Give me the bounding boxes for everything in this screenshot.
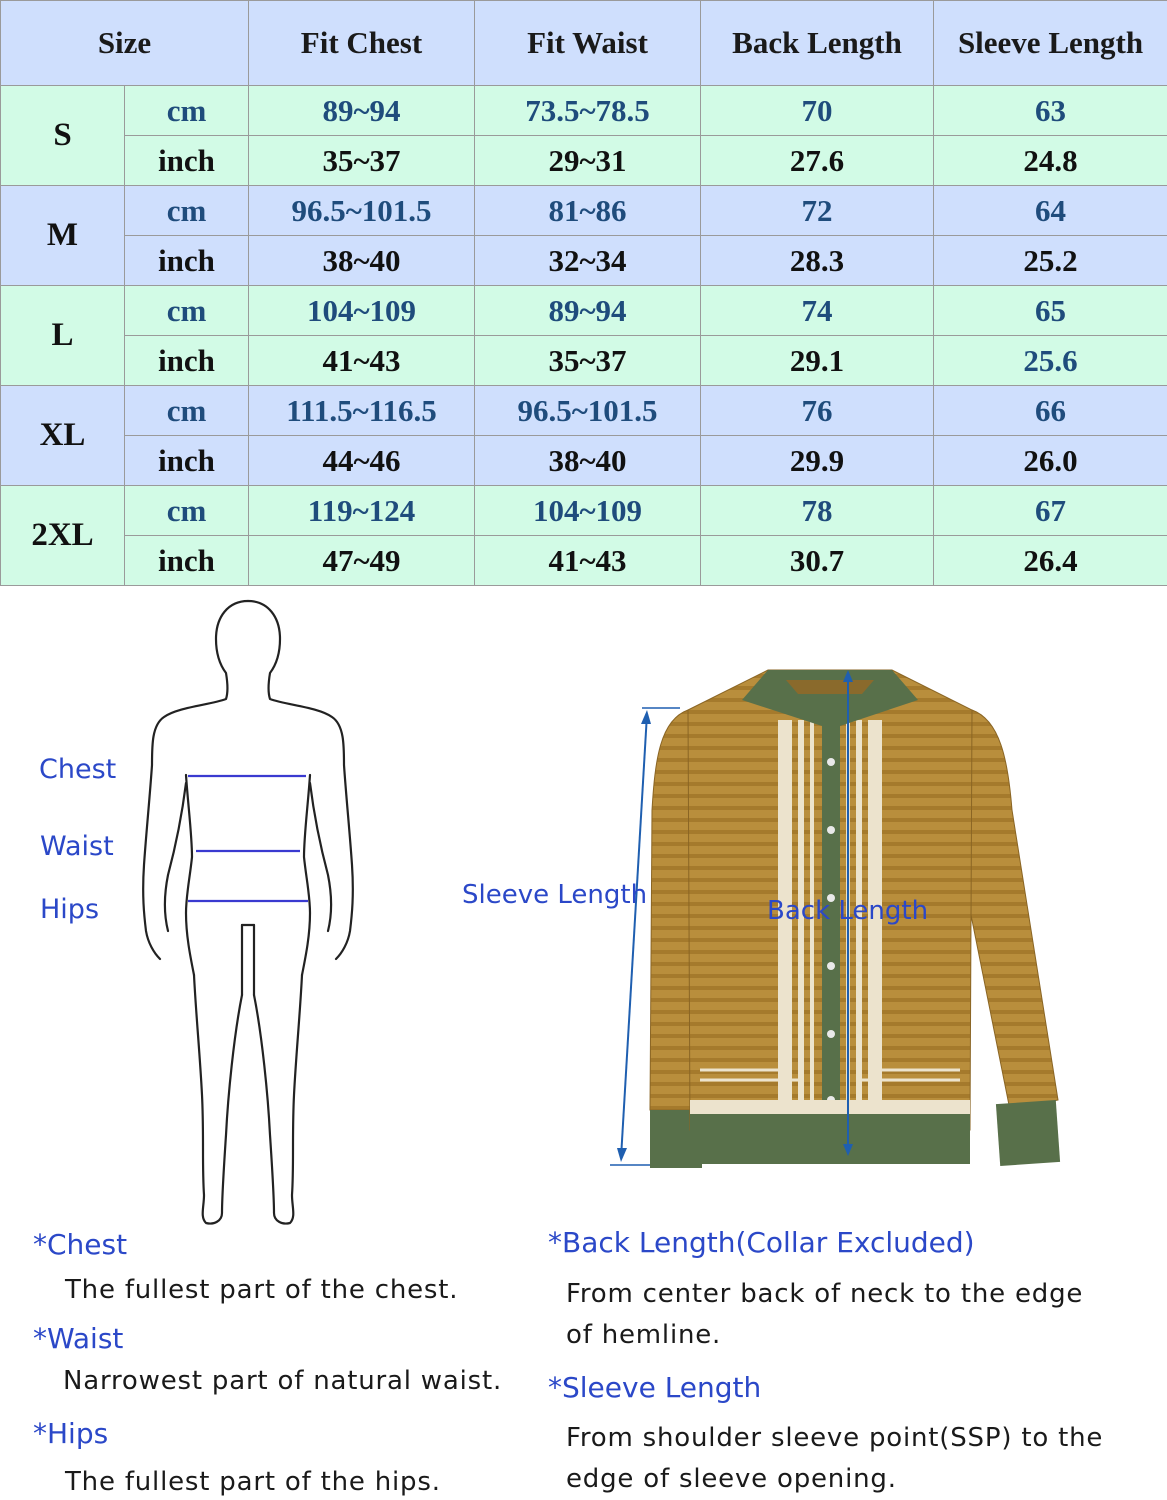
- table-row: [1, 236, 1167, 286]
- unit-label: inch: [125, 136, 249, 186]
- header-fit-waist: Fit Waist: [475, 1, 701, 86]
- table-cell: 65: [934, 286, 1167, 336]
- hem-band: [690, 1114, 970, 1164]
- table-cell: 29.1: [701, 336, 934, 386]
- size-label: 2XL: [1, 486, 125, 586]
- table-cell: 29~31: [475, 136, 701, 186]
- note-back-length-text-1: From center back of neck to the edge: [566, 1279, 1084, 1309]
- header-sleeve-length: Sleeve Length: [934, 1, 1167, 86]
- size-label: M: [1, 186, 125, 286]
- unit-label: cm: [125, 386, 249, 436]
- table-cell: 25.2: [934, 236, 1167, 286]
- note-sleeve-length-title: *Sleeve Length: [548, 1371, 762, 1404]
- body-outline-figure: [130, 595, 370, 1235]
- unit-label: cm: [125, 186, 249, 236]
- body-right-outline: [248, 601, 353, 959]
- table-cell: 26.0: [934, 436, 1167, 486]
- note-hips-text: The fullest part of the hips.: [65, 1467, 441, 1497]
- hips-label: Hips: [40, 894, 100, 925]
- unit-label: cm: [125, 286, 249, 336]
- table-cell: 38~40: [249, 236, 475, 286]
- note-sleeve-length-text-1: From shoulder sleeve point(SSP) to the: [566, 1423, 1104, 1453]
- unit-label: inch: [125, 336, 249, 386]
- table-cell: 96.5~101.5: [249, 186, 475, 236]
- table-cell: 32~34: [475, 236, 701, 286]
- note-waist-text: Narrowest part of natural waist.: [63, 1366, 503, 1396]
- table-row: [1, 286, 1167, 336]
- table-cell: 38~40: [475, 436, 701, 486]
- table-cell: 41~43: [249, 336, 475, 386]
- table-row: [1, 86, 1167, 136]
- table-row: [1, 336, 1167, 386]
- table-cell: 74: [701, 286, 934, 336]
- note-sleeve-length-text-2: edge of sleeve opening.: [566, 1464, 897, 1494]
- table-cell: 67: [934, 486, 1167, 536]
- table-row: [1, 136, 1167, 186]
- sleeve-length-label: Sleeve Length: [462, 880, 648, 910]
- table-row: [1, 536, 1167, 586]
- chest-label: Chest: [39, 754, 117, 785]
- table-cell: 66: [934, 386, 1167, 436]
- table-cell: 25.6: [934, 336, 1167, 386]
- waist-label: Waist: [40, 831, 114, 862]
- table-cell: 63: [934, 86, 1167, 136]
- note-back-length-text-2: of hemline.: [566, 1320, 722, 1350]
- back-length-label: Back Length: [767, 896, 929, 926]
- note-waist-title: *Waist: [33, 1322, 124, 1355]
- table-cell: 35~37: [475, 336, 701, 386]
- table-cell: 104~109: [475, 486, 701, 536]
- note-chest-title: *Chest: [33, 1228, 128, 1261]
- table-cell: 89~94: [475, 286, 701, 336]
- note-hips-title: *Hips: [33, 1417, 109, 1450]
- table-cell: 119~124: [249, 486, 475, 536]
- table-cell: 73.5~78.5: [475, 86, 701, 136]
- size-label: XL: [1, 386, 125, 486]
- size-label: S: [1, 86, 125, 186]
- table-header-row: [1, 1, 1167, 86]
- size-label: L: [1, 286, 125, 386]
- table-cell: 81~86: [475, 186, 701, 236]
- table-row: [1, 436, 1167, 486]
- table-cell: 28.3: [701, 236, 934, 286]
- table-cell: 44~46: [249, 436, 475, 486]
- note-back-length-title: *Back Length(Collar Excluded): [548, 1226, 975, 1259]
- table-cell: 89~94: [249, 86, 475, 136]
- header-back-length: Back Length: [701, 1, 934, 86]
- table-row: [1, 186, 1167, 236]
- table-cell: 27.6: [701, 136, 934, 186]
- unit-label: cm: [125, 486, 249, 536]
- note-chest-text: The fullest part of the chest.: [65, 1275, 459, 1305]
- unit-label: inch: [125, 536, 249, 586]
- table-cell: 64: [934, 186, 1167, 236]
- table-cell: 104~109: [249, 286, 475, 336]
- table-cell: 47~49: [249, 536, 475, 586]
- body-left-outline: [143, 601, 248, 959]
- table-cell: 76: [701, 386, 934, 436]
- table-cell: 72: [701, 186, 934, 236]
- table-cell: 78: [701, 486, 934, 536]
- right-cuff: [996, 1100, 1060, 1166]
- table-cell: 35~37: [249, 136, 475, 186]
- table-row: [1, 486, 1167, 536]
- unit-label: cm: [125, 86, 249, 136]
- table-cell: 96.5~101.5: [475, 386, 701, 436]
- table-cell: 24.8: [934, 136, 1167, 186]
- table-cell: 111.5~116.5: [249, 386, 475, 436]
- unit-label: inch: [125, 436, 249, 486]
- unit-label: inch: [125, 236, 249, 286]
- table-row: [1, 386, 1167, 436]
- table-cell: 41~43: [475, 536, 701, 586]
- table-cell: 30.7: [701, 536, 934, 586]
- size-chart-table: [0, 0, 1167, 586]
- header-fit-chest: Fit Chest: [249, 1, 475, 86]
- table-cell: 70: [701, 86, 934, 136]
- table-cell: 26.4: [934, 536, 1167, 586]
- table-cell: 29.9: [701, 436, 934, 486]
- header-size: Size: [1, 1, 249, 86]
